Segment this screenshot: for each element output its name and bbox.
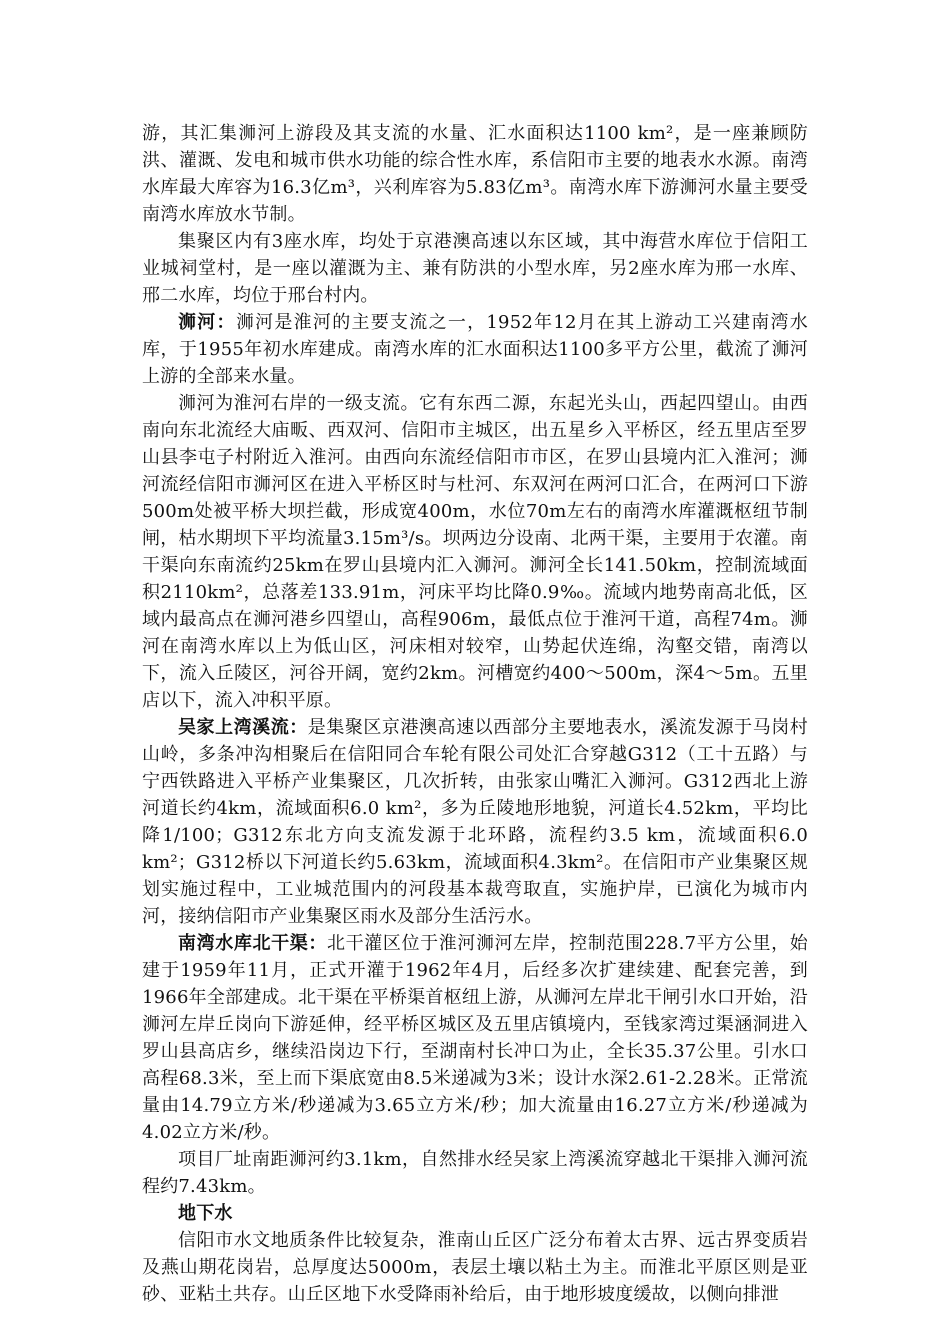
section-heading — [142, 1200, 808, 1227]
paragraph — [142, 930, 808, 1146]
document-body — [142, 120, 808, 1308]
paragraph — [142, 309, 808, 390]
paragraph-text: 浉河为淮河右岸的一级支流。它有东西二源，东起光头山，西起四望山。由西南向东北流经大庙畈、西双河、信阳市主城区，出五星乡入平桥区，经五里店至罗山县李屯子村附近入淮河。由西向东流经信阳市市区，在罗山县境内汇入淮河；浉河流经信阳市浉河区在进入平桥区时与杜河、东双河在两河口汇合，在两河口下游500m处被平桥大坝拦截，形成宽400m，水位70m左右的南湾水库灌溉枢纽节制闸，枯水期坝下平均流量3.15m³/s。坝两边分设南、北两干渠，主要用于农灌。南干渠向东南流约25km在罗山县境内汇入浉河。浉河全长141.50km，控制流域面积2110km²，总落差133.91m，河床平均比降0.9‰。流域内地势南高北低，区域内最高点在浉河港乡四望山，高程906m，最低点位于淮河干道，高程74m。浉河在南湾水库以上为低山区，河床相对较窄，山势起伏连绵，沟壑交错，南湾以下，流入丘陵区，河谷开阔，宽约2km。河槽宽约400～500m，深4～5m。五里店以下，流入冲积平原。 — [142, 393, 808, 711]
paragraph-lead-term: 吴家上湾溪流： — [178, 717, 308, 738]
paragraph-text: 项目厂址南距浉河约3.1km，自然排水经吴家上湾溪流穿越北干渠排入浉河流程约7.43km。 — [142, 1149, 808, 1197]
paragraph-text: 北干灌区位于淮河浉河左岸，控制范围228.7平方公里，始建于1959年11月，正式开灌于1962年4月，后经多次扩建续建、配套完善，到1966年全部建成。北干渠在平桥渠首枢纽上游，从浉河左岸北干闸引水口开始，沿浉河左岸丘岗向下游延伸，经平桥区城区及五里店镇境内，至钱家湾过渠涵洞进入罗山县高店乡，继续沿岗边下行，至湖南村长冲口为止，全长35.37公里。引水口高程68.3米，至上而下渠底宽由8.5米递减为3米；设计水深2.61-2.28米。正常流量由14.79立方米/秒递减为3.65立方米/秒；加大流量由16.27立方米/秒递减为4.02立方米/秒。 — [142, 933, 808, 1143]
paragraph-text: 游，其汇集浉河上游段及其支流的水量、汇水面积达1100 km²，是一座兼顾防洪、灌溉、发电和城市供水功能的综合性水库，系信阳市主要的地表水水源。南湾水库最大库容为16.3亿m³，兴利库容为5.83亿m³。南湾水库下游浉河水量主要受南湾水库放水节制。 — [142, 123, 808, 225]
paragraph-lead-term: 浉河： — [178, 312, 236, 333]
paragraph — [142, 1227, 808, 1308]
paragraph-lead-term: 南湾水库北干渠： — [178, 933, 328, 954]
paragraph-text: 是集聚区京港澳高速以西部分主要地表水，溪流发源于马岗村山岭，多条冲沟相聚后在信阳同合车轮有限公司处汇合穿越G312（工十五路）与宁西铁路进入平桥产业集聚区，几次折转，由张家山嘴汇入浉河。G312西北上游河道长约4km，流域面积6.0 km²，多为丘陵地形地貌，河道长4.52km，平均比降1/100；G312东北方向支流发源于北环路，流程约3.5 km，流域面积6.0 km²；G312桥以下河道长约5.63km，流域面积4.3km²。在信阳市产业集聚区规划实施过程中，工业城范围内的河段基本裁弯取直，实施护岸，已演化为城市内河，接纳信阳市产业集聚区雨水及部分生活污水。 — [142, 717, 808, 927]
paragraph — [142, 714, 808, 930]
paragraph — [142, 228, 808, 309]
paragraph-text: 信阳市水文地质条件比较复杂，淮南山丘区广泛分布着太古界、远古界变质岩及燕山期花岗岩，总厚度达5000m，表层土壤以粘土为主。而淮北平原区则是亚砂、亚粘土共存。山丘区地下水受降雨补给后，由于地形坡度缓故，以侧向排泄 — [142, 1230, 808, 1305]
paragraph-text: 浉河是淮河的主要支流之一，1952年12月在其上游动工兴建南湾水库，于1955年初水库建成。南湾水库的汇水面积达1100多平方公里，截流了浉河上游的全部来水量。 — [142, 312, 808, 387]
paragraph-text: 集聚区内有3座水库，均处于京港澳高速以东区域，其中海营水库位于信阳工业城祠堂村，是一座以灌溉为主、兼有防洪的小型水库，另2座水库为邢一水库、邢二水库，均位于邢台村内。 — [142, 231, 808, 306]
section-heading-text: 地下水 — [178, 1203, 233, 1224]
paragraph — [142, 120, 808, 228]
paragraph — [142, 390, 808, 714]
paragraph — [142, 1146, 808, 1200]
